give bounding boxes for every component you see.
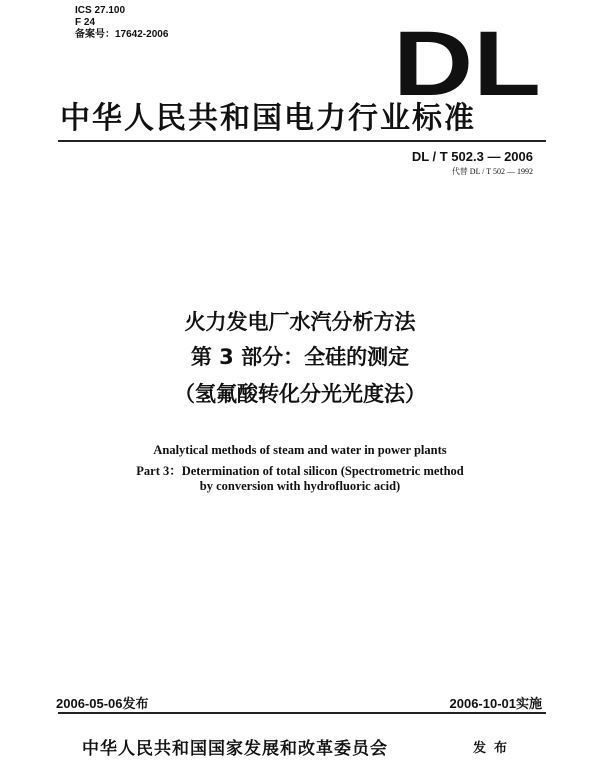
- ics-code: ICS 27.100: [75, 5, 126, 16]
- implementation-date: 2006-10-01实施: [449, 696, 542, 711]
- cn-title-line-2: 第 3 部分：全硅的测定: [190, 345, 410, 369]
- standard-title: 中华人民共和国电力行业标准: [60, 101, 476, 136]
- en-title-line-3: by conversion with hydrofluoric acid): [199, 479, 401, 493]
- filing-number: 备案号：17642-2006: [75, 29, 169, 40]
- cn-title-line-3: （氢氟酸转化分光光度法）: [174, 382, 426, 406]
- publish-label: 发布: [473, 741, 516, 756]
- bottom-divider: [58, 712, 546, 714]
- replaces-standard: 代替 DL / T 502 — 1992: [451, 167, 533, 176]
- en-title-line-2: Part 3：Determination of total silicon (Spectrometric method: [136, 464, 464, 478]
- en-title-line-1: Analytical methods of steam and water in power plants: [153, 443, 447, 457]
- top-divider: [58, 140, 546, 142]
- ccs-code: F 24: [75, 17, 96, 28]
- logo-text: DL: [393, 22, 541, 102]
- publisher-name: 中华人民共和国国家发展和改革委员会: [82, 739, 388, 759]
- issue-date: 2006-05-06发布: [56, 696, 149, 711]
- standard-number: DL / T 502.3 — 2006: [411, 149, 533, 164]
- dl-logo: [392, 22, 542, 102]
- cn-title-line-1: 火力发电厂水汽分析方法: [184, 310, 416, 334]
